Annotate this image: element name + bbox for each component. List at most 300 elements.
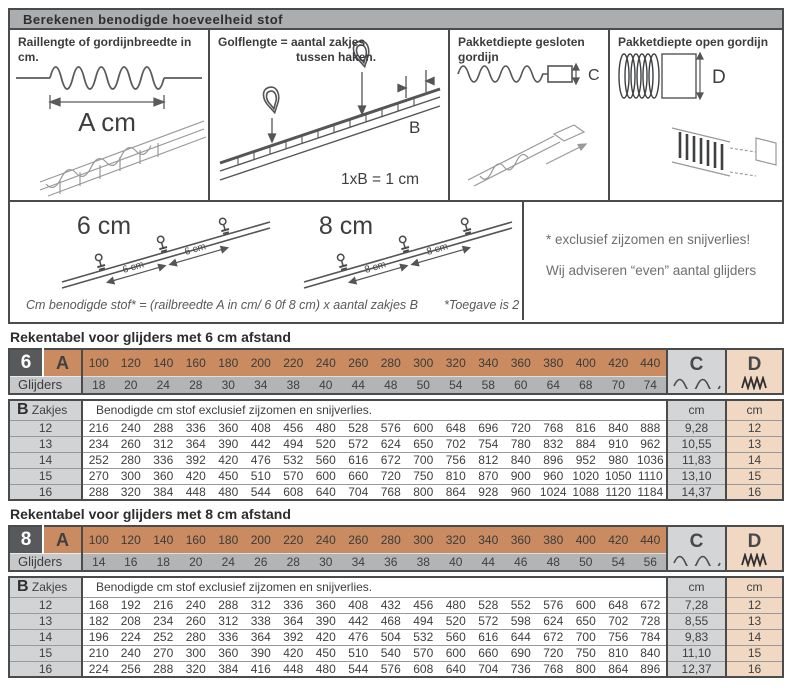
glijders-value-cell: 40	[310, 376, 343, 394]
rail-width-value-cell: 260	[342, 349, 375, 376]
stof-value-cell: 780	[505, 436, 538, 452]
stof-value-cell: 384	[147, 484, 180, 500]
closed-package-sketch	[468, 125, 586, 186]
stof-value-cell: 270	[82, 468, 115, 484]
c-value-cell: 12,37	[667, 661, 726, 677]
stof-value-cell: 442	[342, 613, 375, 629]
glijders-value-cell: 20	[115, 376, 148, 394]
table-row	[9, 645, 783, 661]
d-label: D	[712, 67, 726, 88]
table-title-6cm: Rekentabel voor glijders met 6 cm afstand	[10, 329, 291, 345]
stof-value-cell: 600	[570, 597, 603, 613]
stof-value-cell: 420	[277, 645, 310, 661]
stof-value-cell: 840	[635, 645, 668, 661]
stof-value-cell: 260	[180, 613, 213, 629]
rail-width-value-cell: 280	[375, 526, 408, 553]
stof-value-cell: 672	[537, 629, 570, 645]
stof-value-cell: 182	[82, 613, 115, 629]
curtain-wave-icon	[16, 67, 202, 89]
glijders-row-label: Glijders	[9, 553, 82, 571]
stof-value-cell: 1036	[635, 452, 668, 468]
stof-value-cell: 312	[245, 597, 278, 613]
stof-value-cell: 870	[472, 468, 505, 484]
rail-width-value-cell: 360	[505, 349, 538, 376]
stof-value-cell: 532	[277, 452, 310, 468]
stof-value-cell: 480	[440, 597, 473, 613]
stof-value-cell: 364	[245, 629, 278, 645]
c-value-cell: 7,28	[667, 597, 726, 613]
glider-icon	[460, 217, 472, 234]
stof-value-cell: 810	[440, 468, 473, 484]
d-value-cell: 16	[726, 661, 783, 677]
stof-value-cell: 720	[375, 468, 408, 484]
rail-width-value-cell: 140	[147, 526, 180, 553]
stof-value-cell: 280	[115, 452, 148, 468]
stof-value-cell: 810	[602, 645, 635, 661]
stof-value-cell: 312	[212, 613, 245, 629]
glijders-value-cell: 36	[375, 553, 408, 571]
stof-value-cell: 650	[570, 613, 603, 629]
stof-value-cell: 624	[375, 436, 408, 452]
stof-value-cell: 416	[245, 661, 278, 677]
wave-icon	[672, 376, 722, 389]
stof-value-cell: 608	[277, 484, 310, 500]
b-label: B	[409, 118, 421, 137]
stof-value-cell: 360	[212, 645, 245, 661]
stof-value-cell: 650	[407, 436, 440, 452]
glider-icon	[94, 253, 106, 270]
glijders-value-cell: 68	[570, 376, 603, 394]
stof-value-cell: 208	[115, 613, 148, 629]
stof-value-cell: 600	[440, 645, 473, 661]
glijders-value-cell: 58	[472, 376, 505, 394]
stof-value-cell: 544	[245, 484, 278, 500]
glijders-value-cell: 38	[407, 553, 440, 571]
zakjes-row-label: 13	[9, 613, 82, 629]
rekentabel-6cm	[8, 329, 784, 501]
c-dimension-arrow	[573, 64, 579, 84]
stof-value-cell: 476	[342, 629, 375, 645]
stof-value-cell: 336	[277, 597, 310, 613]
rail-width-value-cell: 140	[147, 349, 180, 376]
stof-value-cell: 768	[537, 661, 570, 677]
glijders-value-cell: 16	[115, 553, 148, 571]
rail-sketch	[220, 89, 440, 180]
stof-value-cell: 420	[180, 468, 213, 484]
formula-text: Cm benodigde stof* = (railbreedte A in cm/ 6 0f 8 cm) x aantal zakjes B	[26, 298, 418, 312]
glider-icon	[336, 253, 348, 270]
stof-value-cell: 224	[115, 629, 148, 645]
c-value-cell: 8,55	[667, 613, 726, 629]
glijders-value-cell: 54	[602, 553, 635, 571]
rail-width-value-cell: 160	[180, 526, 213, 553]
glider-icon	[218, 217, 230, 234]
glijders-value-cell: 38	[277, 376, 310, 394]
stof-value-cell: 962	[635, 436, 668, 452]
glijders-value-cell: 20	[180, 553, 213, 571]
stof-value-cell: 240	[115, 420, 148, 436]
stof-value-cell: 364	[180, 436, 213, 452]
rail-width-value-cell: 300	[407, 349, 440, 376]
stof-value-cell: 480	[310, 661, 343, 677]
spacing-heading-8cm: 8 cm	[318, 212, 374, 240]
d-unit-cell: cm	[726, 577, 783, 597]
zakjes-row-label: 14	[9, 629, 82, 645]
stof-value-cell: 270	[147, 645, 180, 661]
stof-value-cell: 702	[602, 613, 635, 629]
table-row	[9, 526, 783, 553]
d-value-cell: 12	[726, 597, 783, 613]
glijders-value-cell: 50	[407, 376, 440, 394]
stof-value-cell: 572	[472, 613, 505, 629]
stof-value-cell: 384	[212, 661, 245, 677]
stof-value-cell: 1184	[635, 484, 668, 500]
stof-value-cell: 280	[180, 629, 213, 645]
stof-value-cell: 884	[570, 436, 603, 452]
formula-row	[10, 200, 782, 320]
stof-value-cell: 570	[277, 468, 310, 484]
stof-value-cell: 256	[115, 661, 148, 677]
stof-value-cell: 1050	[602, 468, 635, 484]
stof-value-cell: 896	[635, 661, 668, 677]
spacing-diagram-8cm	[286, 204, 518, 298]
stof-value-cell: 640	[310, 484, 343, 500]
stof-value-cell: 300	[180, 645, 213, 661]
c-label: C	[588, 67, 600, 84]
stof-value-cell: 896	[537, 452, 570, 468]
panel-open-title: Pakketdiepte open gordijn	[618, 35, 769, 49]
glijders-value-cell: 56	[635, 553, 668, 571]
table-8cm-header-band	[8, 525, 784, 572]
note-even-glijders: Wij adviseren “even” aantal glijders	[546, 263, 757, 278]
b-label: B	[17, 401, 29, 419]
c-value-cell: 11,10	[667, 645, 726, 661]
glijders-value-cell: 70	[602, 376, 635, 394]
c-label: C	[689, 531, 704, 552]
panel-pakketdiepte-open	[610, 30, 782, 200]
panel-golflengte	[210, 30, 450, 200]
zakjes-row-label: 16	[9, 661, 82, 677]
table-6cm-header-band	[8, 348, 784, 395]
stof-value-cell: 672	[635, 597, 668, 613]
stof-value-cell: 600	[310, 468, 343, 484]
rail-width-value-cell: 300	[407, 526, 440, 553]
table-row	[9, 436, 783, 452]
stof-value-cell: 660	[472, 645, 505, 661]
stof-value-cell: 800	[407, 484, 440, 500]
glijders-value-cell: 46	[505, 553, 538, 571]
stof-value-cell: 720	[537, 645, 570, 661]
glijders-value-cell: 30	[310, 553, 343, 571]
instruction-panel	[8, 8, 784, 324]
c-value-cell: 13,10	[667, 468, 726, 484]
stof-value-cell: 234	[147, 613, 180, 629]
stof-value-cell: 572	[342, 436, 375, 452]
panel-golflengte-line1: Golflengte = aantal zakjes	[218, 35, 366, 49]
coil-icon	[740, 553, 770, 567]
stof-value-cell: 540	[375, 645, 408, 661]
stof-value-cell: 192	[115, 597, 148, 613]
stof-value-cell: 840	[505, 452, 538, 468]
stof-value-cell: 408	[245, 420, 278, 436]
d-label: D	[747, 353, 762, 375]
d-dimension-arrow	[697, 53, 703, 99]
glijders-value-cell: 74	[635, 376, 668, 394]
stof-value-cell: 576	[375, 661, 408, 677]
dim-label-6cm: 6 cm	[121, 259, 146, 276]
glijders-value-cell: 50	[570, 553, 603, 571]
stof-value-cell: 320	[115, 484, 148, 500]
stof-value-cell: 510	[342, 645, 375, 661]
stof-value-cell: 196	[82, 629, 115, 645]
stof-value-cell: 450	[310, 645, 343, 661]
stof-value-cell: 1110	[635, 468, 668, 484]
panel-pakketdiepte-gesloten	[450, 30, 610, 200]
spacing-diagrams-area	[10, 202, 522, 320]
stof-value-cell: 888	[635, 420, 668, 436]
c-unit-cell: cm	[667, 577, 726, 597]
toegave-note: *Toegave is 2	[443, 298, 520, 312]
curtain-hook-icon	[262, 86, 282, 115]
stof-value-cell: 910	[602, 436, 635, 452]
stof-value-cell: 648	[440, 420, 473, 436]
stof-value-cell: 480	[310, 420, 343, 436]
stof-value-cell: 288	[147, 420, 180, 436]
zakjes-label: Zakjes	[31, 580, 68, 595]
rail-width-value-cell: 420	[602, 526, 635, 553]
stof-value-cell: 720	[505, 420, 538, 436]
d-value-cell: 15	[726, 468, 783, 484]
rail-width-value-cell: 120	[115, 349, 148, 376]
c-value-cell: 10,55	[667, 436, 726, 452]
table-description: Benodigde cm stof exclusief zijzomen en snijverlies.	[96, 403, 373, 418]
d-unit-cell: cm	[726, 400, 783, 420]
stof-value-cell: 1088	[570, 484, 603, 500]
stof-value-cell: 312	[147, 436, 180, 452]
stof-value-cell: 420	[212, 452, 245, 468]
stof-value-cell: 728	[635, 613, 668, 629]
glijders-row-label: Glijders	[9, 376, 82, 394]
glijders-value-cell: 54	[440, 376, 473, 394]
glider-icon	[398, 235, 410, 252]
stof-value-cell: 756	[440, 452, 473, 468]
stof-value-cell: 260	[115, 436, 148, 452]
spacing-heading-6cm: 6 cm	[76, 212, 132, 240]
table-row	[9, 629, 783, 645]
stof-value-cell: 750	[407, 468, 440, 484]
stof-value-cell: 1120	[602, 484, 635, 500]
stof-value-cell: 252	[82, 452, 115, 468]
d-column-header	[726, 526, 783, 571]
stof-value-cell: 240	[180, 597, 213, 613]
size-cell: 6	[9, 349, 43, 376]
c-column-header	[667, 526, 726, 571]
stof-value-cell: 576	[537, 597, 570, 613]
dim-label-8cm: 8 cm	[363, 259, 388, 276]
stof-value-cell: 754	[472, 436, 505, 452]
zakjes-label: Zakjes	[31, 403, 68, 418]
glijders-value-cell: 44	[472, 553, 505, 571]
stof-value-cell: 392	[180, 452, 213, 468]
zakjes-row-label: 13	[9, 436, 82, 452]
stof-value-cell: 360	[147, 468, 180, 484]
stof-value-cell: 560	[310, 452, 343, 468]
stof-value-cell: 598	[505, 613, 538, 629]
stof-value-cell: 864	[602, 661, 635, 677]
rail-width-value-cell: 200	[245, 349, 278, 376]
rail-width-value-cell: 400	[570, 349, 603, 376]
rail-width-value-cell: 240	[310, 526, 343, 553]
glijders-value-cell: 60	[505, 376, 538, 394]
coil-icon	[740, 376, 770, 390]
glijders-value-cell: 18	[82, 376, 115, 394]
table-row	[9, 661, 783, 677]
stof-value-cell: 980	[602, 452, 635, 468]
rail-width-value-cell: 180	[212, 526, 245, 553]
stof-value-cell: 700	[407, 452, 440, 468]
stof-value-cell: 510	[245, 468, 278, 484]
table-8cm-data-band	[8, 576, 784, 678]
glijders-value-cell: 30	[212, 376, 245, 394]
glijders-value-cell: 28	[277, 553, 310, 571]
rail-width-value-cell: 100	[82, 349, 115, 376]
a-cm-label: A cm	[78, 107, 136, 137]
table-row	[9, 376, 783, 394]
stof-value-cell: 432	[375, 597, 408, 613]
table-row	[9, 420, 783, 436]
stof-value-cell: 624	[537, 613, 570, 629]
rail-width-value-cell: 340	[472, 349, 505, 376]
rail-width-value-cell: 320	[440, 526, 473, 553]
advice-notes	[522, 202, 782, 320]
stof-value-cell: 224	[82, 661, 115, 677]
stof-value-cell: 952	[570, 452, 603, 468]
zakjes-row-label: 16	[9, 484, 82, 500]
glijders-value-cell: 34	[245, 376, 278, 394]
c-value-cell: 9,83	[667, 629, 726, 645]
stof-value-cell: 660	[342, 468, 375, 484]
stof-value-cell: 700	[570, 629, 603, 645]
table-row	[9, 349, 783, 376]
rail-width-value-cell: 400	[570, 526, 603, 553]
stof-value-cell: 364	[277, 613, 310, 629]
d-value-cell: 13	[726, 613, 783, 629]
stof-value-cell: 640	[440, 661, 473, 677]
rail-width-value-cell: 440	[635, 526, 668, 553]
zakjes-column-label	[9, 577, 82, 597]
stof-value-cell: 442	[245, 436, 278, 452]
stof-value-cell: 768	[375, 484, 408, 500]
stof-value-cell: 864	[440, 484, 473, 500]
stof-value-cell: 704	[472, 661, 505, 677]
stof-value-cell: 600	[407, 420, 440, 436]
glijders-value-cell: 34	[342, 553, 375, 571]
stof-value-cell: 528	[342, 420, 375, 436]
rail-width-value-cell: 120	[115, 526, 148, 553]
d-value-cell: 15	[726, 645, 783, 661]
package-outline	[662, 54, 696, 98]
glijders-value-cell: 64	[537, 376, 570, 394]
table-row	[9, 484, 783, 500]
stof-value-cell: 288	[82, 484, 115, 500]
stof-value-cell: 494	[277, 436, 310, 452]
stof-value-cell: 750	[570, 645, 603, 661]
panel-raillengte	[10, 30, 210, 200]
stof-value-cell: 756	[602, 629, 635, 645]
stof-value-cell: 784	[635, 629, 668, 645]
stof-value-cell: 504	[375, 629, 408, 645]
table-row	[9, 553, 783, 571]
loose-wave-icon	[458, 66, 572, 82]
open-pleats-sketch	[672, 128, 776, 176]
d-column-header	[726, 349, 783, 394]
stof-value-cell: 702	[440, 436, 473, 452]
rail-width-value-cell: 320	[440, 349, 473, 376]
c-label: C	[689, 354, 704, 375]
c-unit-cell: cm	[667, 400, 726, 420]
glider-icon	[156, 235, 168, 252]
stof-value-cell: 448	[277, 661, 310, 677]
stof-value-cell: 928	[472, 484, 505, 500]
stof-value-cell: 336	[147, 452, 180, 468]
fabric-formula	[26, 298, 519, 312]
note-exclusief: * exclusief zijzomen en snijverlies!	[546, 232, 751, 247]
a-column-label: A	[43, 526, 82, 553]
table-row	[9, 400, 783, 420]
a-column-label: A	[43, 349, 82, 376]
stof-value-cell: 520	[310, 436, 343, 452]
rail-width-value-cell: 180	[212, 349, 245, 376]
d-value-cell: 12	[726, 420, 783, 436]
rail-width-value-cell: 340	[472, 526, 505, 553]
diagram-panels-row	[10, 30, 782, 200]
table-description: Benodigde cm stof exclusief zijzomen en snijverlies.	[96, 580, 373, 595]
stof-value-cell: 288	[147, 661, 180, 677]
stof-value-cell: 234	[82, 436, 115, 452]
stof-value-cell: 704	[342, 484, 375, 500]
stof-value-cell: 456	[407, 597, 440, 613]
stof-value-cell: 570	[407, 645, 440, 661]
d-value-cell: 14	[726, 452, 783, 468]
glijders-value-cell: 28	[180, 376, 213, 394]
stof-value-cell: 528	[472, 597, 505, 613]
dim-label-8cm: 8 cm	[425, 241, 450, 258]
stof-value-cell: 216	[82, 420, 115, 436]
stof-value-cell: 812	[472, 452, 505, 468]
stof-value-cell: 390	[212, 436, 245, 452]
glijders-value-cell: 48	[537, 553, 570, 571]
zakjes-row-label: 12	[9, 597, 82, 613]
b-label: B	[17, 578, 29, 596]
rail-width-value-cell: 360	[505, 526, 538, 553]
stof-value-cell: 960	[505, 484, 538, 500]
table-row	[9, 597, 783, 613]
wave-equation: 1xB = 1 cm	[341, 171, 419, 188]
rekentabel-8cm	[8, 506, 784, 678]
stof-value-cell: 360	[212, 420, 245, 436]
dim-label-6cm: 6 cm	[183, 241, 208, 258]
stof-value-cell: 616	[342, 452, 375, 468]
stof-value-cell: 336	[212, 629, 245, 645]
stof-value-cell: 320	[180, 661, 213, 677]
d-value-cell: 13	[726, 436, 783, 452]
stof-value-cell: 420	[310, 629, 343, 645]
rail-width-value-cell: 240	[310, 349, 343, 376]
panel-golflengte-line2: tussen haken.	[296, 50, 377, 64]
glijders-value-cell: 40	[440, 553, 473, 571]
rail-width-value-cell: 380	[537, 526, 570, 553]
stof-value-cell: 560	[440, 629, 473, 645]
